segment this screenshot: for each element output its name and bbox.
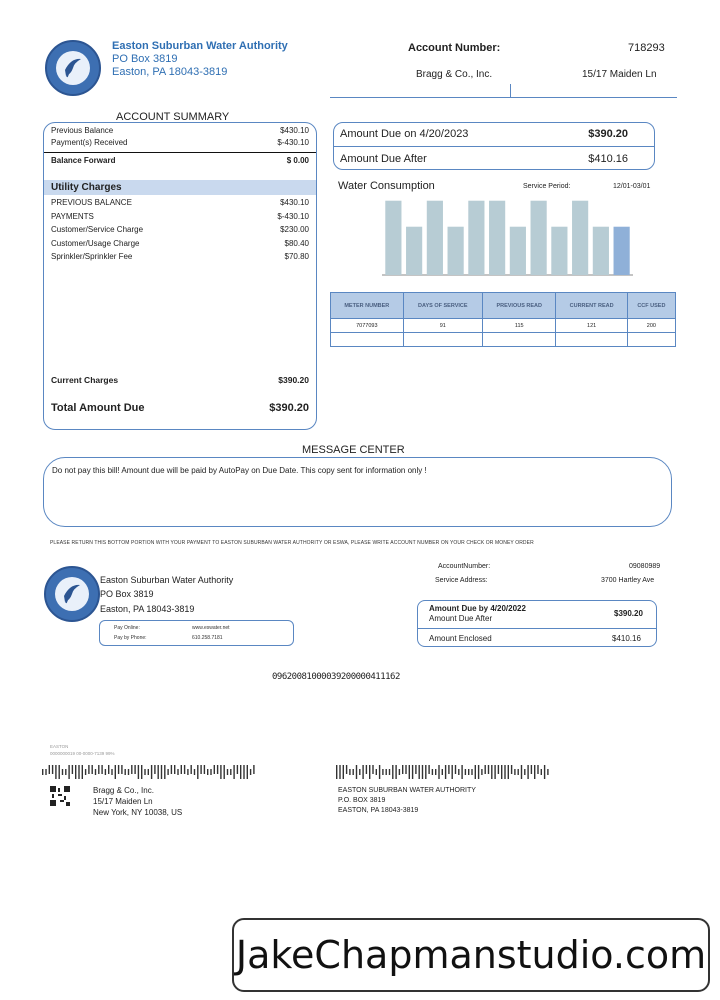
barcode-bar (111, 769, 112, 775)
barcode-bar (52, 765, 53, 774)
meter-header-cell: CURRENT READ (556, 293, 627, 319)
barcode-bar (494, 765, 495, 779)
barcode-bar (392, 765, 393, 779)
amount-due-on-value: $390.20 (588, 128, 628, 140)
watermark-text: JakeChapmanstudio.com (235, 933, 707, 977)
consumption-bar (572, 201, 588, 275)
barcode-bar (151, 765, 152, 779)
barcode-bar (541, 769, 542, 775)
consumption-bar (448, 227, 464, 275)
barcode-bar (98, 765, 99, 774)
barcode-bar (514, 769, 515, 775)
qr-code-icon (50, 786, 70, 806)
stub-service-address-value: 3700 Hartley Ave (601, 577, 655, 584)
barcode-bar (412, 765, 413, 779)
barcode-bar (389, 769, 390, 775)
utility-item-label: Sprinkler/Sprinkler Fee (51, 252, 133, 261)
barcode-bar (167, 769, 168, 775)
utility-charges-list (51, 196, 309, 264)
stub-account-value: 09080989 (629, 563, 661, 570)
barcode-bar (85, 769, 86, 775)
pay-phone-label: Pay by Phone: (114, 635, 147, 641)
barcode-bar (243, 765, 244, 779)
barcode-bar (121, 765, 122, 774)
barcode-bar (68, 765, 69, 779)
barcode-bar (118, 765, 119, 774)
previous-balance-value: $430.10 (280, 126, 309, 135)
barcode-bar (362, 765, 363, 779)
barcode-bar (204, 765, 205, 774)
amount-due-box (333, 122, 655, 170)
barcode-bar (217, 765, 218, 774)
barcode-bar (108, 765, 109, 774)
barcode-bar (531, 765, 532, 774)
balance-forward-label: Balance Forward (51, 156, 116, 165)
barcode-bar (164, 765, 165, 779)
barcode-bar (359, 769, 360, 775)
barcode-bar (207, 769, 208, 775)
meter-cell (403, 333, 482, 347)
barcode-bar (376, 769, 377, 775)
watermark (232, 918, 710, 992)
barcode-bar (547, 769, 548, 775)
barcode-bar (465, 769, 466, 775)
from-name: Bragg & Co., Inc. (93, 786, 154, 795)
header-divider (330, 97, 677, 98)
barcode-bar (461, 765, 462, 779)
barcode-bar (144, 769, 145, 775)
barcode-bar (485, 765, 486, 774)
barcode-bar (197, 765, 198, 779)
consumption-bar (551, 227, 567, 275)
bird-icon (63, 56, 83, 78)
meter-cell: 7077093 (331, 319, 404, 333)
to-name: EASTON SUBURBAN WATER AUTHORITY (338, 787, 476, 794)
meter-cell (627, 333, 675, 347)
meter-cell: 121 (556, 319, 627, 333)
table-row (331, 319, 676, 333)
barcode-bar (534, 765, 535, 779)
barcode-bar (425, 765, 426, 779)
meter-cell: 200 (627, 319, 675, 333)
stub-amount-divider (418, 628, 656, 629)
barcode-bar (92, 765, 93, 774)
barcode-bar (233, 765, 234, 779)
meter-table (330, 292, 676, 347)
customer-name: Bragg & Co., Inc. (416, 69, 493, 80)
barcode-bar (399, 769, 400, 775)
consumption-title: Water Consumption (338, 180, 435, 192)
utility-item-value: $70.80 (284, 252, 309, 261)
utility-item-value: $80.40 (284, 238, 309, 248)
barcode-bar (253, 765, 254, 774)
barcode-bar (455, 765, 456, 774)
pay-online-label: Pay Online: (114, 625, 140, 631)
barcode-bar (224, 765, 225, 779)
utility-charges-title: Utility Charges (51, 182, 122, 193)
stub-po-box: PO Box 3819 (100, 589, 154, 599)
barcode-bar (488, 765, 489, 774)
barcode-bar (356, 765, 357, 779)
barcode-bar (428, 765, 429, 774)
stub-due-by-label: Amount Due by 4/20/2022 (429, 604, 526, 613)
stub-city-state: Easton, PA 18043-3819 (100, 604, 195, 614)
barcode-bar (501, 765, 502, 779)
previous-balance-label: Previous Balance (51, 126, 114, 135)
barcode-bar (154, 765, 155, 774)
barcode-bar (88, 765, 89, 774)
meter-header-cell: CCF USED (627, 293, 675, 319)
barcode-bar (481, 769, 482, 775)
tiny-left-1: EASTON (50, 744, 69, 749)
barcode-bar (353, 769, 354, 775)
barcode-bar (148, 769, 149, 775)
payments-value: $-430.10 (277, 138, 309, 147)
barcode-bar (247, 765, 248, 779)
barcode-bar (382, 769, 383, 775)
barcode-bar (438, 765, 439, 779)
customer-address: 15/17 Maiden Ln (582, 69, 657, 80)
barcode-bar (72, 765, 73, 774)
current-charges-label: Current Charges (51, 375, 119, 385)
utility-item-label: Customer/Service Charge (51, 225, 144, 234)
barcode-bar (402, 765, 403, 774)
stub-due-by-value: $390.20 (614, 609, 643, 618)
barcode-bar (442, 769, 443, 775)
consumption-bar (510, 227, 526, 275)
barcode-bar (478, 765, 479, 779)
from-city: New York, NY 10038, US (93, 808, 183, 817)
barcode-bar (200, 765, 201, 774)
balance-forward-value: $ 0.00 (286, 156, 309, 165)
meter-table-wrap (330, 292, 676, 347)
barcode-bar (379, 765, 380, 779)
barcode-bar (210, 769, 211, 775)
payments-label: Payment(s) Received (51, 138, 128, 147)
utility-item-value: $430.10 (280, 198, 309, 207)
stub-org-name: Easton Suburban Water Authority (100, 575, 234, 585)
barcode-bar (432, 769, 433, 775)
barcode-bar (115, 765, 116, 779)
barcode-bar (349, 769, 350, 775)
utility-item (51, 250, 309, 264)
barcode-bar (524, 769, 525, 775)
barcode-bar (161, 765, 162, 779)
authority-logo (45, 40, 101, 96)
barcode-bar (105, 769, 106, 775)
org-name: Easton Suburban Water Authority (112, 40, 288, 52)
barcode-bar (75, 765, 76, 779)
barcode-bar (184, 765, 185, 774)
barcode-bar (346, 765, 347, 774)
barcode-bar (82, 765, 83, 779)
header-divider-tick (510, 84, 511, 97)
barcode-bar (339, 765, 340, 779)
pay-online-value[interactable]: www.eswater.net (192, 625, 230, 631)
meter-header-cell: PREVIOUS READ (482, 293, 556, 319)
barcode-bar (174, 765, 175, 774)
barcode-bar (491, 765, 492, 779)
barcode-bar (55, 765, 56, 779)
barcode-bar (537, 765, 538, 774)
barcode-bar (131, 765, 132, 774)
barcode-bar (527, 765, 528, 779)
barcode-bar (95, 769, 96, 775)
barcode-bar (458, 769, 459, 775)
barcode-bar (468, 769, 469, 775)
message-center-box (43, 457, 672, 527)
barcode-bar (544, 765, 545, 779)
barcode-bar (419, 765, 420, 779)
table-row (331, 333, 676, 347)
account-number: 718293 (628, 42, 665, 54)
barcode-bar (504, 765, 505, 779)
consumption-bar (468, 201, 484, 275)
barcode-bar (415, 765, 416, 774)
stub-due-after-label: Amount Due After (429, 614, 493, 623)
barcode-bar (177, 769, 178, 775)
consumption-bar (427, 201, 443, 275)
to-box: P.O. BOX 3819 (338, 797, 386, 804)
barcode-bar (336, 765, 337, 779)
stub-account-label: AccountNumber: (438, 563, 491, 570)
consumption-bar (489, 201, 505, 275)
consumption-bar (406, 227, 422, 275)
barcode-bar (250, 769, 251, 775)
utility-item-label: PREVIOUS BALANCE (51, 198, 132, 207)
barcode-bar (448, 765, 449, 774)
consumption-bar (614, 227, 630, 275)
utility-item-value: $230.00 (280, 225, 309, 234)
consumption-bar (593, 227, 609, 275)
pay-options-box (99, 620, 294, 646)
barcode-bar (138, 765, 139, 779)
service-period-label: Service Period: (523, 183, 571, 190)
stub-service-address-label: Service Address: (435, 577, 488, 584)
barcode-bar (134, 765, 135, 774)
barcode-bar (227, 769, 228, 775)
utility-item (51, 223, 309, 237)
meter-cell: 91 (403, 319, 482, 333)
barcode-bar (521, 765, 522, 779)
barcode-bar (386, 769, 387, 775)
barcode-bar (240, 765, 241, 779)
barcode-bar (187, 769, 188, 775)
barcode-bar (343, 765, 344, 779)
service-period-value: 12/01-03/01 (613, 183, 651, 190)
barcode-bar (405, 765, 406, 774)
consumption-bar (531, 201, 547, 275)
barcode-bar (518, 769, 519, 775)
message-center-text: Do not pay this bill! Amount due will be paid by AutoPay on Due Date. This copy sent for information only ! (52, 466, 427, 475)
amount-due-after-label: Amount Due After (340, 153, 427, 165)
current-charges-value: $390.20 (278, 375, 309, 385)
utility-item (51, 210, 309, 224)
barcode-bar (214, 765, 215, 774)
barcode-bar (475, 765, 476, 779)
barcode-bar (422, 765, 423, 779)
barcode-bar (435, 769, 436, 775)
account-summary-box (43, 122, 317, 430)
message-center-title: MESSAGE CENTER (302, 444, 405, 456)
barcode-bar (508, 765, 509, 779)
total-due-value: $390.20 (269, 402, 309, 414)
meter-cell: 115 (482, 319, 556, 333)
stub-enclosed-label: Amount Enclosed (429, 634, 492, 643)
stub-bird-icon (62, 582, 82, 604)
meter-cell (482, 333, 556, 347)
barcode-bar (125, 769, 126, 775)
barcode-bar (49, 765, 50, 774)
barcode-bar (141, 765, 142, 779)
barcode-bar (128, 769, 129, 775)
barcode-bar (372, 765, 373, 774)
stub-logo (44, 566, 100, 622)
utility-charges-header (44, 180, 316, 195)
org-city-state: Easton, PA 18043-3819 (112, 66, 228, 78)
account-number-label: Account Number: (408, 42, 501, 54)
barcode-bar (452, 765, 453, 779)
barcode-bar (369, 765, 370, 779)
total-due-label: Total Amount Due (51, 402, 145, 414)
account-summary-title: ACCOUNT SUMMARY (116, 111, 230, 123)
barcode-bar (62, 769, 63, 775)
meter-header-cell: DAYS OF SERVICE (403, 293, 482, 319)
pay-phone-value: 610.258.7181 (192, 635, 223, 641)
utility-item (51, 237, 309, 251)
stub-amount-box (417, 600, 657, 647)
tiny-left-2: 0000000019 00-0000-7139 99% (50, 751, 115, 756)
postal-barcode-left (42, 765, 257, 783)
consumption-bar (385, 201, 401, 275)
barcode-bar (65, 769, 66, 775)
barcode-bar (511, 765, 512, 774)
utility-item-label: PAYMENTS (51, 211, 94, 221)
barcode-bar (194, 769, 195, 775)
meter-header-cell: METER NUMBER (331, 293, 404, 319)
org-po-box: PO Box 3819 (112, 53, 178, 65)
return-notice: PLEASE RETURN THIS BOTTOM PORTION WITH YOUR PAYMENT TO EASTON SUBURBAN WATER AUTHORITY OR ESWA, PLEASE WRITE ACCOUNT NUMBER ON YOUR CHECK OR MONEY ORDER (50, 540, 534, 546)
barcode-bar (158, 765, 159, 779)
utility-item (51, 196, 309, 210)
barcode-bar (366, 765, 367, 774)
consumption-chart (380, 195, 635, 277)
barcode-bar (230, 769, 231, 775)
from-street: 15/17 Maiden Ln (93, 797, 153, 806)
barcode-bar (445, 765, 446, 779)
balance-divider (44, 152, 316, 153)
barcode-bar (45, 769, 46, 775)
barcode-bar (220, 765, 221, 779)
meter-cell (331, 333, 404, 347)
amount-due-on-label: Amount Due on 4/20/2023 (340, 128, 469, 140)
stub-enclosed-value: $410.16 (612, 634, 641, 643)
meter-cell (556, 333, 627, 347)
postal-barcode-right (336, 765, 551, 783)
barcode-bar (181, 765, 182, 774)
barcode-bar (59, 765, 60, 779)
amount-due-after-value: $410.16 (588, 153, 628, 165)
utility-item-value: $-430.10 (277, 211, 309, 221)
barcode-bar (471, 769, 472, 775)
barcode-bar (101, 765, 102, 774)
barcode-bar (498, 765, 499, 774)
barcode-bar (395, 765, 396, 779)
barcode-bar (78, 765, 79, 779)
barcode-bar (409, 765, 410, 779)
to-city: EASTON, PA 18043-3819 (338, 807, 419, 814)
scan-line: 09620081000039200000411162 (272, 672, 400, 682)
barcode-bar (191, 765, 192, 774)
barcode-bar (171, 765, 172, 774)
barcode-bar (42, 769, 43, 775)
amount-due-divider (334, 146, 654, 147)
utility-item-label: Customer/Usage Charge (51, 238, 140, 248)
barcode-bar (237, 765, 238, 774)
